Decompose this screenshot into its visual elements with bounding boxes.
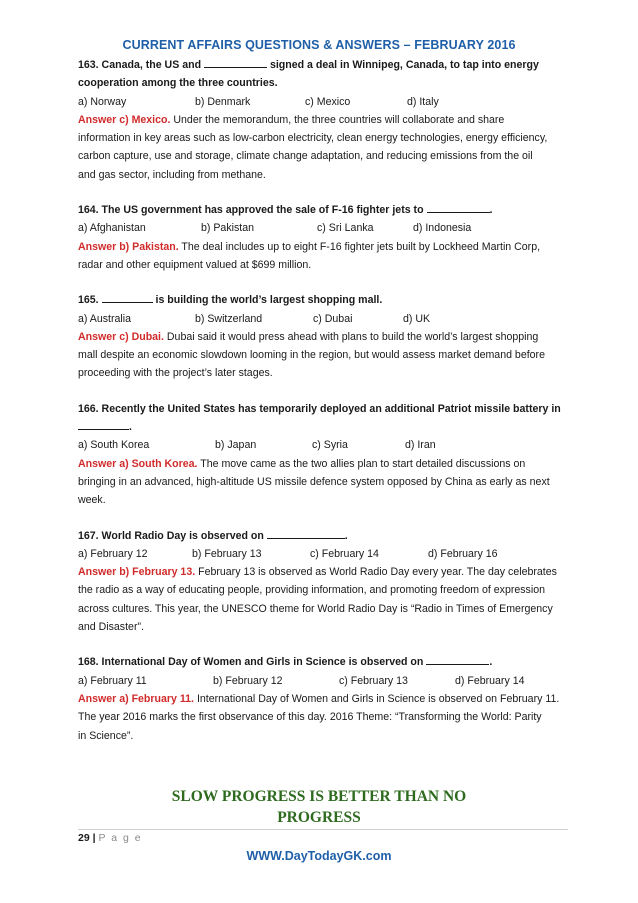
motto-line-2: PROGRESS [277,809,361,826]
website-link[interactable]: WWW.DayTodayGK.com [246,849,392,863]
answer-blank [102,291,153,303]
question-text: 165. is building the world’s largest shopping mall. [78,291,578,309]
answer-explanation: The year 2016 marks the first observance of this day. 2016 Theme: “Transforming the World: Parity [78,711,542,724]
question-text: 167. World Radio Day is observed on . [78,527,578,545]
question-163 [78,56,578,184]
options-row [78,436,578,454]
options-row [78,310,578,328]
option-d: d) Indonesia [413,222,472,235]
question-165 [78,291,578,382]
option-a: a) Norway [78,95,127,108]
option-b: b) Denmark [195,95,251,108]
option-b: b) February 13 [192,547,262,560]
answer-blank [426,653,489,665]
question-text: 166. Recently the United States has temporarily deployed an additional Patriot missile battery in [78,402,561,415]
answer-blank [427,201,490,213]
answer-label: Answer c) Mexico. [78,113,171,126]
motto-line-1: SLOW PROGRESS IS BETTER THAN NO [171,788,467,805]
page-number: 29 | P a g e [78,832,143,844]
answer-blank [204,56,267,68]
option-b: b) February 12 [213,674,283,687]
answer-explanation: radar and other equipment valued at $699 million. [78,258,312,271]
options-row [78,672,578,690]
option-a: a) February 11 [78,674,147,687]
footer-divider [78,829,568,830]
option-b: b) Japan [215,439,257,452]
answer-explanation: carbon capture, use and storage, climate change adaptation, and reducing emissions from the oil [78,150,533,163]
option-d: d) UK [403,312,431,325]
option-d: d) February 14 [455,674,525,687]
answer-line: Answer b) February 13. February 13 is observed as World Radio Day every year. The day celebrates [78,566,557,579]
option-b: b) Switzerland [195,312,263,325]
options-row [78,219,578,237]
answer-line: Answer c) Mexico. Under the memorandum, the three countries will collaborate and share [78,113,505,126]
option-a: a) February 12 [78,547,148,560]
option-c: c) February 13 [339,674,408,687]
option-c: c) Sri Lanka [317,222,374,235]
question-text: 163. Canada, the US and signed a deal in Winnipeg, Canada, to tap into energy [78,56,578,74]
motto [0,786,638,828]
answer-explanation: bringing in an advanced, high-altitude US missile defence system opposed by China as early as next [78,475,550,488]
question-text-cont: cooperation among the three countries. [78,77,278,90]
answer-label: Answer b) Pakistan. [78,240,179,253]
answer-label: Answer a) South Korea. [78,457,198,470]
option-c: c) Syria [312,439,348,452]
question-text-cont: . [78,418,578,436]
question-164 [78,201,578,274]
option-d: d) February 16 [428,547,498,560]
option-a: a) Australia [78,312,131,325]
answer-explanation: information in key areas such as low-carbon electricity, clean energy technologies, energy efficiency, [78,132,548,145]
questions-list [78,56,578,762]
answer-explanation: in Science”. [78,729,134,742]
answer-explanation: proceeding with the project’s later stages. [78,367,273,380]
question-text: 168. International Day of Women and Girls in Science is observed on . [78,653,578,671]
page-header: CURRENT AFFAIRS QUESTIONS & ANSWERS – FEBRUARY 2016 [122,38,516,52]
option-b: b) Pakistan [201,222,254,235]
answer-line: Answer b) Pakistan. The deal includes up to eight F-16 fighter jets built by Lockheed Martin Corp, [78,240,541,253]
option-a: a) Afghanistan [78,222,146,235]
question-168 [78,653,578,744]
answer-explanation: across cultures. This year, the UNESCO theme for World Radio Day is “Radio in Times of Emergency [78,602,553,615]
option-a: a) South Korea [78,439,150,452]
question-166 [78,400,578,510]
answer-explanation: and gas sector, including from methane. [78,168,266,181]
option-c: c) Mexico [305,95,351,108]
answer-line: Answer a) South Korea. The move came as the two allies plan to start detailed discussions on [78,457,526,470]
answer-label: Answer a) February 11. [78,692,194,705]
answer-explanation: mall despite an economic slowdown looming in the region, but would assess market demand before [78,349,545,362]
answer-line: Answer a) February 11. International Day of Women and Girls in Science is observed on February 11. [78,692,560,705]
answer-explanation: and Disaster”. [78,621,144,634]
answer-line: Answer c) Dubai. Dubai said it would press ahead with plans to build the world’s largest shopping [78,330,539,343]
option-d: d) Italy [407,95,439,108]
option-d: d) Iran [405,439,436,452]
answer-label: Answer c) Dubai. [78,330,164,343]
answer-explanation: the radio as a way of educating people, providing information, and promoting freedom of expression [78,584,545,597]
options-row [78,545,578,563]
option-c: c) Dubai [313,312,353,325]
answer-blank [78,418,129,430]
answer-blank [267,527,345,539]
option-c: c) February 14 [310,547,379,560]
options-row [78,93,578,111]
answer-label: Answer b) February 13. [78,566,196,579]
question-text: 164. The US government has approved the sale of F-16 fighter jets to . [78,201,578,219]
answer-explanation: week. [78,494,106,507]
question-167 [78,527,578,637]
